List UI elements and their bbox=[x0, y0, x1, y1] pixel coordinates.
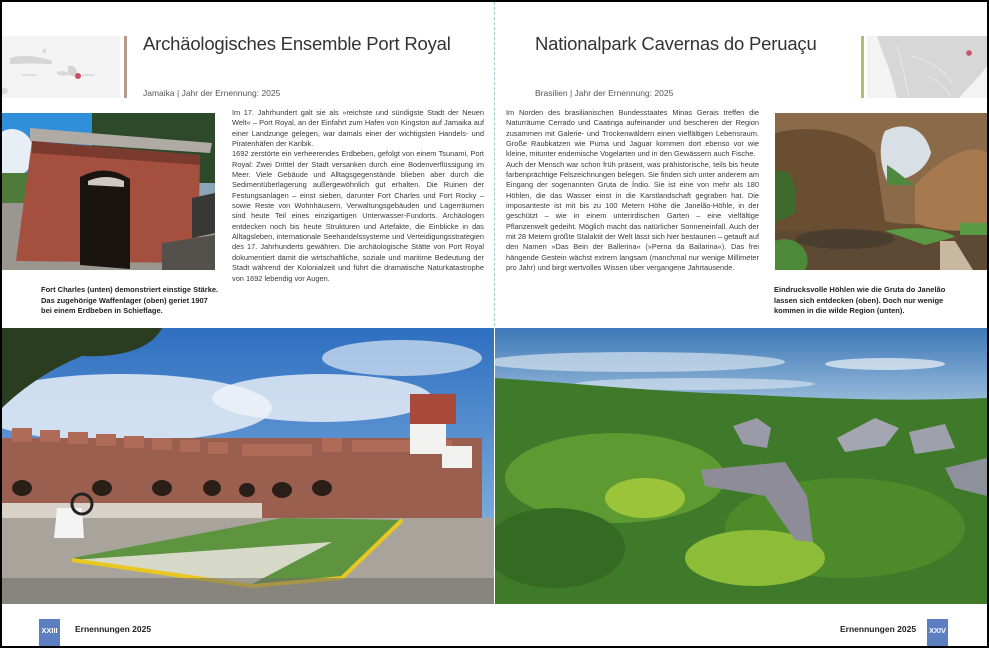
body-paragraph: 1692 zerstörte ein verheerendes Erdbeben, gefolgt von einem Tsunami, Port Royal: Zwei Drittel der Stadt versanken durch eine Bodenverflüssigung im Meer. Viele Gebäude und Alltagsgegenstände blieben aber durch die Sedimentüberlagerung außergewöhnlich gut erhalten. Die Ruinen der Festungsanlagen – einst sieben, darunter Fort Charles und Fort Rocky – sowie Reste von Wohnhäusern, Verwaltungsgebäuden und Lagerräumen sind heute Teil eines einzigartigen Unterwasser-Fundorts. Archäologen entdecken noch bis heute Strukturen und Artefakte, die Einblicke in das Alltagsleben, internationale Seehandelssysteme und Verteidigungsstrategien des 17. Jahrhunderts gewähren. Die archäologische Stätte von Port Royal dokumentiert damit die wirtschaftliche, soziale und maritime Bedeutung der Stadt während der Kolonialzeit und führt die dramatische Naturkatastrophe von 1692 lebendig vor Augen. bbox=[232, 149, 484, 283]
page-number: XXIII bbox=[39, 619, 60, 646]
south-america-locator-map bbox=[867, 36, 987, 98]
page-number: XXIV bbox=[927, 619, 948, 646]
photo-tilted-powder-magazine bbox=[2, 113, 215, 270]
photo-fort-charles bbox=[2, 328, 494, 604]
body-paragraph: Auch der Mensch war schon früh präsent, was prähistorische, teils bis heute farbenprächtige Felszeichnungen belegen. Sie finden sich unter anderem am Eingang der sogenannten Gruta de Índio. Sie ist eine von mehr als 180 Höhlen, die das Wasser einst in die Karstlandschaft gegraben hat. Die imposanteste ist mit bis zu 100 Metern Höhe die Janelão-Höhle, in der geschützt – wie in einem unterirdischen Garten – eine vielfältige Pflanzenwelt gedeiht. Möglich macht das natürlicher Sonneneinfall. Auch der mit 28 Metern größte Stalaktit der Welt lässt sich hier bestaunen – getauft auf den Namen »Das Bein der Ballerina« (»Perna da Bailarina«). Das frei hängende Gestein wächst extrem langsam (manchmal nur wenige Millimeter pro Jahr) und birgt wertvolles Wissen über vergangene Jahrtausende. bbox=[506, 159, 759, 273]
title-accent-bar bbox=[124, 36, 127, 98]
page-subtitle: Jamaika | Jahr der Ernennung: 2025 bbox=[143, 88, 281, 98]
running-footer: Ernennungen 2025 bbox=[840, 624, 917, 634]
page-title: Archäologisches Ensemble Port Royal bbox=[143, 33, 451, 54]
photo-janelao-cave bbox=[775, 113, 987, 270]
photo-caption: Fort Charles (unten) demonstriert einstige Stärke. Das zugehörige Waffenlager (oben) geriet 1907 bei einem Erdbeben in Schieflage. bbox=[41, 285, 219, 316]
body-paragraph: Im 17. Jahrhundert galt sie als »reichste und sündigste Stadt der Neuen Welt« – Port Royal, an der Einfahrt zum Hafen von Kingston auf Jamaika auf einer Landzunge gelegen, war damals einer der wichtigsten Handels- und Piratenhäfen der Karibik. bbox=[232, 108, 484, 149]
photo-peruacu-forest bbox=[495, 328, 987, 604]
left-page bbox=[2, 2, 494, 646]
article-body bbox=[232, 108, 484, 284]
running-footer: Ernennungen 2025 bbox=[75, 624, 152, 634]
page-subtitle: Brasilien | Jahr der Ernennung: 2025 bbox=[535, 88, 674, 98]
page-title: Nationalpark Cavernas do Peruaçu bbox=[535, 33, 817, 54]
right-page bbox=[494, 2, 987, 646]
body-paragraph: Im Norden des brasilianischen Bundesstaates Minas Gerais treffen die Naturräume Cerrado und Caatinga aufeinander und bescheren der Region zusammen mit Galerie- und Trockenwäldern einen vielfältigen Lebensraum. Große Raubkatzen wie Puma und Jaguar kommen dort ebenso vor wie kleine, mitunter endemische Vogelarten und in den Gewässern auch Fische. bbox=[506, 108, 759, 159]
article-body bbox=[506, 108, 759, 274]
photo-caption: Eindrucksvolle Höhlen wie die Gruta do Janelão lassen sich entdecken (oben). Doch nur wenige kommen in die wilde Region (unten). bbox=[774, 285, 946, 316]
book-spread bbox=[2, 2, 987, 646]
caribbean-locator-map bbox=[2, 36, 120, 98]
title-accent-bar bbox=[861, 36, 864, 98]
